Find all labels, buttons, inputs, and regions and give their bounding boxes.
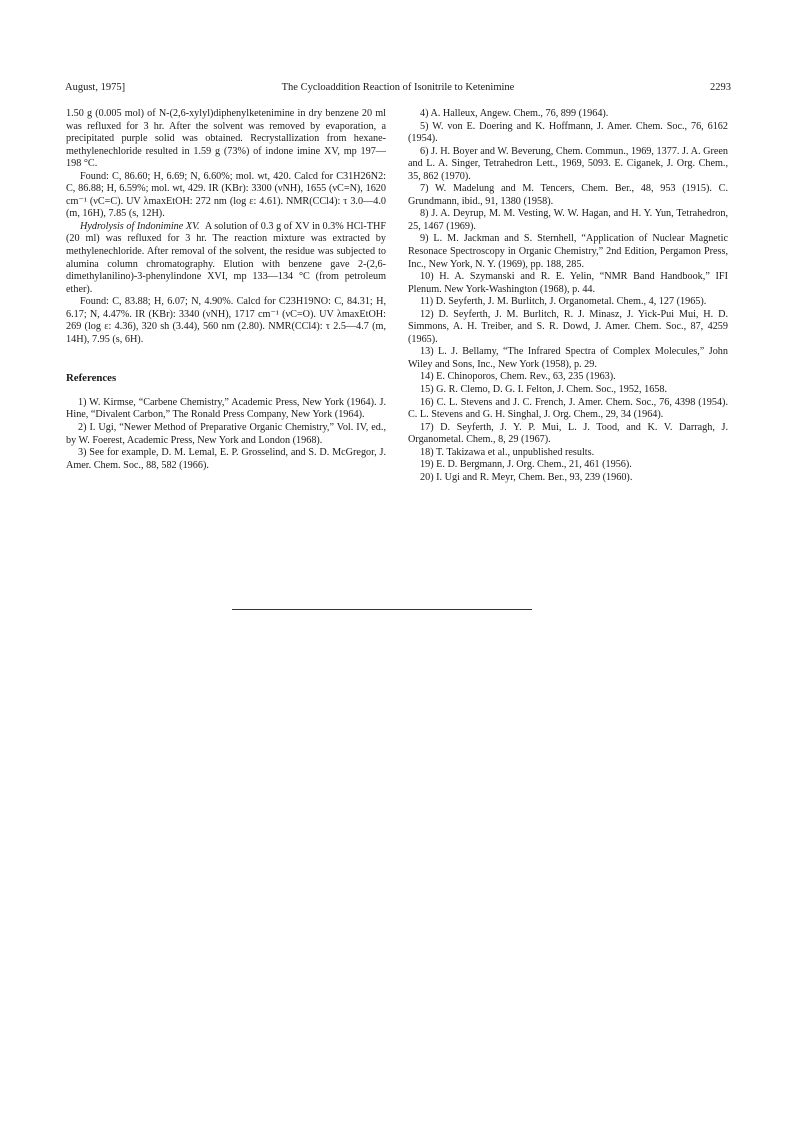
reference-item: 3) See for example, D. M. Lemal, E. P. Grosselind, and S. D. McGregor, J. Amer. Chem. Soc., 88, 582 (1966).	[66, 447, 386, 471]
reference-item: 4) A. Halleux, Angew. Chem., 76, 899 (1964).	[420, 108, 609, 119]
reference-item: 9) L. M. Jackman and S. Sternhell, “Application of Nuclear Magnetic Resonace Spectroscopy in Organic Chemistry,” 2nd Edition, Pergamon Press, Inc., New York, N. Y. (1969), pp. 188, 285.	[408, 233, 728, 270]
hydrolysis-text: A solution of 0.3 g of XV in 0.3% HCl-THF (20 ml) was refluxed for 3 hr. The reaction mixture was extracted by methylenechloride. After removal of the solvent, the residue was subjected to alumina column chromatography. Elution with benzene gave 2-(2,6-dimethylanilino)-3-phenylindone XVI, mp 133—134 °C (from petroleum ether).	[66, 220, 386, 295]
running-header	[65, 82, 731, 96]
reference-item: 16) C. L. Stevens and J. C. French, J. Amer. Chem. Soc., 76, 4398 (1954). C. L. Stevens and G. H. Singhal, J. Org. Chem., 29, 34 (1964).	[408, 396, 728, 421]
right-column	[408, 108, 728, 484]
experimental-paragraph: 1.50 g (0.005 mol) of N-(2,6-xylyl)diphenylketenimine in dry benzene 20 ml was refluxed for 3 hr. After the solvent was removed by evaporation, a precipitated purple solid was obtained. Recrystallization from hexane-methylenechloride resulted in 1.59 g (73%) of indone imine XV, mp 197—198 °C.	[66, 108, 386, 170]
hydrolysis-title: Hydrolysis of Indonimine XV.	[80, 220, 200, 232]
reference-item: 14) E. Chinoporos, Chem. Rev., 63, 235 (1963).	[420, 371, 616, 383]
reference-item: 13) L. J. Bellamy, “The Infrared Spectra of Complex Molecules,” John Wiley and Sons, Inc., New York (1958), p. 29.	[408, 346, 728, 370]
reference-item: 11) D. Seyferth, J. M. Burlitch, J. Organometal. Chem., 4, 127 (1965).	[420, 296, 707, 308]
reference-item: 19) E. D. Bergmann, J. Org. Chem., 21, 461 (1956).	[420, 459, 632, 471]
references-heading: References	[66, 372, 117, 385]
analysis-paragraph: Found: C, 86.60; H, 6.69; N, 6.60%; mol. wt, 420. Calcd for C31H26N2: C, 86.88; H, 6.59%; mol. wt, 429. IR (KBr): 3300 (νNH), 1655 (νC=N), 1620 cm⁻¹ (νC=C). UV λmaxEtOH: 272 nm (log ε: 4.61). NMR(CCl4): τ 3.0—4.0 (m, 16H), 7.85 (s, 12H).	[66, 170, 386, 220]
end-rule	[232, 609, 532, 610]
reference-item: 15) G. R. Clemo, D. G. I. Felton, J. Chem. Soc., 1952, 1658.	[420, 384, 668, 396]
page-number: 2293	[710, 82, 731, 93]
reference-item: 6) J. H. Boyer and W. Beverung, Chem. Commun., 1969, 1377. J. A. Green and L. A. Singer, Tetrahedron Lett., 1969, 5093. E. Ciganek, J. Org. Chem., 35, 862 (1970).	[408, 145, 728, 182]
reference-item: 12) D. Seyferth, J. M. Burlitch, R. J. Minasz, J. Yick-Pui Mui, H. D. Simmons, A. H. Treiber, and S. R. Dowd, J. Amer. Chem. Soc., 87, 4259 (1965).	[408, 308, 728, 345]
reference-item: 2) I. Ugi, “Newer Method of Preparative Organic Chemistry,” Vol. IV, ed., by W. Foerest, Academic Press, New York and London (1968).	[66, 422, 386, 446]
reference-item: 10) H. A. Szymanski and R. E. Yelin, “NMR Band Handbook,” IFI Plenum. New York-Washington (1968), p. 44.	[408, 271, 728, 295]
reference-item: 20) I. Ugi and R. Meyr, Chem. Ber., 93, 239 (1960).	[420, 471, 633, 483]
reference-item: 5) W. von E. Doering and K. Hoffmann, J. Amer. Chem. Soc., 76, 6162 (1954).	[408, 120, 728, 145]
left-column	[66, 108, 386, 472]
reference-item: 1) W. Kirmse, “Carbene Chemistry,” Academic Press, New York (1964). J. Hine, “Divalent Carbon,” The Ronald Press Company, New York (1964).	[66, 396, 386, 421]
reference-item: 8) J. A. Deyrup, M. M. Vesting, W. W. Hagan, and H. Y. Yun, Tetrahedron, 25, 1467 (1969).	[408, 208, 728, 232]
reference-item: 17) D. Seyferth, J. Y. P. Mui, L. J. Tood, and K. V. Darragh, J. Organometal. Chem., 8, 29 (1967).	[408, 421, 728, 446]
header-title: The Cycloaddition Reaction of Isonitrile to Ketenimine	[281, 82, 515, 93]
analysis-paragraph-2: Found: C, 83.88; H, 6.07; N, 4.90%. Calcd for C23H19NO: C, 84.31; H, 6.17; N, 4.47%. IR (KBr): 3340 (νNH), 1717 cm⁻¹ (νC=O). UV λmaxEtOH: 269 (log ε: 4.36), 320 sh (3.44), 560 nm (2.80). NMR(CCl4): τ 2.5—4.7 (m, 14H), 7.95 (s, 6H).	[66, 296, 386, 345]
reference-item: 7) W. Madelung and M. Tencers, Chem. Ber., 48, 953 (1915). C. Grundmann, ibid., 91, 1380 (1958).	[408, 183, 728, 207]
reference-item: 18) T. Takizawa et al., unpublished results.	[420, 446, 595, 458]
hydrolysis-paragraph	[66, 221, 386, 296]
header-date: August, 1975]	[65, 82, 126, 93]
